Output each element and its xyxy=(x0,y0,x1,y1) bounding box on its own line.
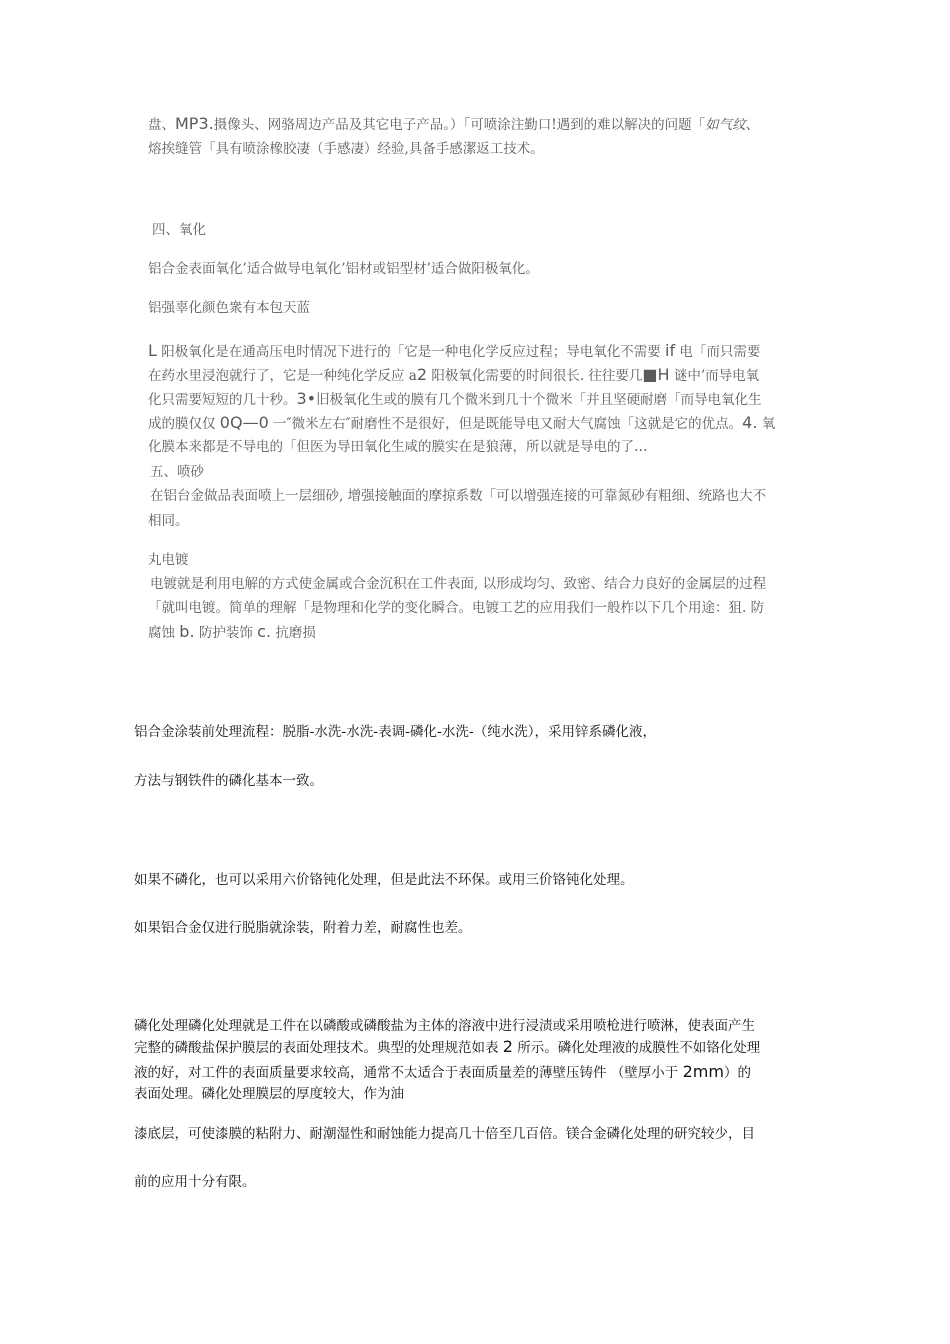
section-4-line-2 xyxy=(148,363,759,388)
text-run: L xyxy=(148,341,157,360)
section-5-line-2: 相同。 xyxy=(148,513,189,529)
text-run: 一″微米左右″耐磨性不是很好，但是既能导电又耐大气腐蚀「这就是它的优点。 xyxy=(268,416,743,432)
text-run: ■H xyxy=(642,365,670,384)
text-run: 0Q—0 xyxy=(219,413,269,432)
text-run: 4. xyxy=(742,413,758,432)
text-run: 旧极氧化生或的膜有几个微米到几十个微米「并且坚硬耐磨「而导电氧化生 xyxy=(316,392,762,408)
text-run: 3• xyxy=(296,389,317,408)
phosphating-line-6: 前的应用十分有限。 xyxy=(134,1174,256,1190)
text-run: 如气纹 xyxy=(705,117,746,133)
text-run: 液的好，对工件的表面质量要求较高，通常不太适合于表面质量差的薄壁压铸件 （壁厚小于 xyxy=(134,1065,683,1081)
intro-line-2: 熔挨缝管「具有喷涂橡胶凄（手感凄）经验,具备手感潔返工技术。 xyxy=(148,141,544,157)
text-run: 完整的磷酸盐保护膜层的表面处理技术。典型的处理规范如表 xyxy=(134,1040,503,1056)
text-run: 摄像头、网骆周边产品及其它电子产品。）「可喷涂注勤口!遇到的难以解决的问题「 xyxy=(213,117,706,133)
text-run: c. xyxy=(257,622,272,641)
text-run: if xyxy=(665,341,676,360)
text-run: 抗磨损 xyxy=(271,625,316,641)
text-run: 盘、 xyxy=(148,117,175,133)
text-run: 2mm xyxy=(682,1062,724,1081)
section-6-line-3 xyxy=(148,620,316,645)
phosphating-line-4: 表面处理。磷化处理膜层的厚度较大，作为油 xyxy=(134,1086,404,1102)
section-4-line-4 xyxy=(148,411,775,436)
text-run: 成的膜仅仅 xyxy=(148,416,220,432)
text-run: 电「而只需要 xyxy=(675,344,761,360)
pretreat-line-3: 如果不磷化，也可以采用六价铬钝化处理，但是此法不环保。或用三价铬钝化处理。 xyxy=(134,872,634,888)
intro-line-1 xyxy=(148,112,759,137)
pretreat-line-2: 方法与钢铁件的磷化基本一致。 xyxy=(134,773,323,789)
text-run: b. xyxy=(179,622,195,641)
text-run: 2 xyxy=(416,365,428,384)
text-run: 阳极氧化需要的时间很长. 往往要几 xyxy=(427,368,643,384)
section-4-line-5: 化膜本来都是不导电的「但医为导田氧化生咸的膜实在是狼薄，所以就是导电的了… xyxy=(148,439,648,455)
section-5-line-1: 在铝台金做品表面喷上一层细砂, 增强接触面的摩掠系数「可以增强连接的可靠氮砂有粗细、统路也大不 xyxy=(150,488,767,504)
text-run: 谜中’而导电氧 xyxy=(669,368,760,384)
section-4-para-1: 铝合金表面氧化’适合做导电氧化’铝材或铝型材’适合做阳极氧化。 xyxy=(148,261,539,277)
pretreat-line-4: 如果铝合金仅进行脱脂就涂装，附着力差，耐腐性也差。 xyxy=(134,920,472,936)
section-6-heading: 丸电镀 xyxy=(148,552,189,568)
text-run: 在药水里浸泡就行了，它是一种纯化学反应 a xyxy=(148,368,417,384)
section-6-line-1: 电镀就是利用电解的方式使金属或合金沉积在工件表面, 以形成均匀、致密、结合力良好的金属层的过程 xyxy=(150,576,767,592)
text-run: 2 xyxy=(502,1037,513,1056)
text-run: 所示。磷化处理液的成膜性不如铬化处理 xyxy=(512,1040,761,1056)
text-run: 氧 xyxy=(757,416,776,432)
text-run: 、 xyxy=(745,117,760,133)
phosphating-line-2 xyxy=(134,1036,760,1059)
text-run: 腐蚀 xyxy=(148,625,180,641)
section-5-heading: 五、喷砂 xyxy=(150,464,204,480)
text-run: ）的 xyxy=(723,1065,751,1081)
text-run: 防护装饰 xyxy=(194,625,258,641)
section-4-heading: 四、氧化 xyxy=(152,222,206,238)
text-run: MP3. xyxy=(175,114,214,133)
section-4-line-3 xyxy=(148,387,762,412)
text-run: 化只需要短短的几十秒。 xyxy=(148,392,297,408)
phosphating-line-1: 磷化处理磷化处理就是工件在以磷酸或磷酸盐为主体的溶液中进行浸渍或采用喷枪进行喷淋，使表面产生 xyxy=(134,1018,755,1034)
section-4-para-2: 铝强辜化颜色衆有本包天蓝 xyxy=(148,300,310,316)
pretreat-line-1: 铝合金涂装前处理流程：脱脂-水洗-水洗-表调-磷化-水洗-（纯水洗），采用锌系磷化液， xyxy=(134,724,656,740)
phosphating-line-5: 漆底层，可使漆膜的粘附力、耐潮湿性和耐蚀能力提高几十倍至几百倍。镁合金磷化处理的研究较少，目 xyxy=(134,1126,755,1142)
phosphating-line-3 xyxy=(134,1061,751,1084)
text-run: 阳极氧化是在通高压电时情况下进行的「它是一种电化学反应过程；导电氧化不需要 xyxy=(156,344,666,360)
section-6-line-2: 「就叫电镀。简单的理解「是物理和化学的变化瞬合。电镀工艺的应用我们一般柞以下几个用途：狙. 防 xyxy=(148,600,765,616)
section-4-line-1 xyxy=(148,339,760,364)
